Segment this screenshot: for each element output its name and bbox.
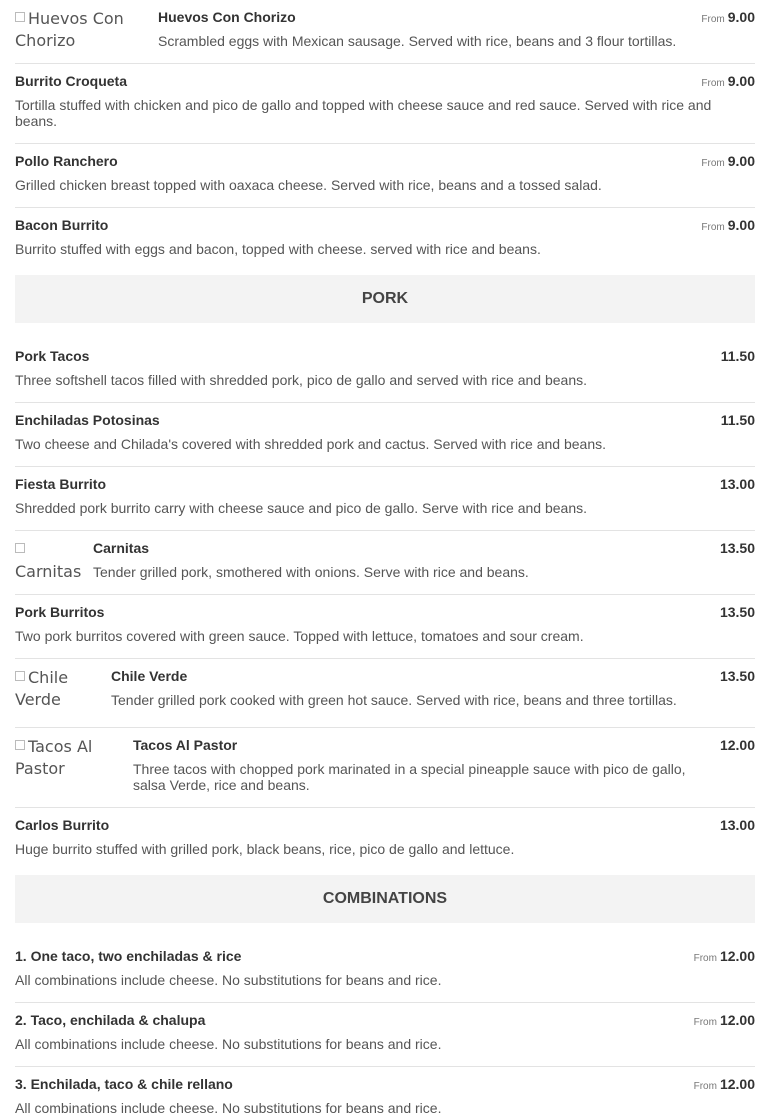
item-price: 12.00 [719,737,755,753]
menu-item[interactable] [15,339,755,403]
item-name: Burrito Croqueta [15,73,127,89]
food-image [15,539,93,583]
section-header-combinations: COMBINATIONS [15,875,755,923]
menu-item[interactable] [15,467,755,531]
item-price: 13.00 [719,817,755,833]
food-image [15,667,111,713]
image-alt-text: Tacos Al Pastor [15,737,93,778]
price-value: 12.00 [719,1012,755,1028]
item-description: All combinations include cheese. No substitutions for beans and rice. [15,972,442,988]
item-name: Enchiladas Potosinas [15,412,160,428]
image-alt-text: Chile Verde [15,668,69,709]
menu-item[interactable] [15,808,755,875]
from-label: From [701,222,725,233]
from-label: From [693,953,717,964]
item-description: Two pork burritos covered with green sauce. Topped with lettuce, tomatoes and sour cream. [15,628,584,644]
menu-item[interactable] [15,208,755,275]
section-header-pork: PORK [15,275,755,323]
item-name: Huevos Con Chorizo [158,9,296,25]
item-price: 11.50 [720,412,755,428]
item-price [701,8,755,29]
item-description: Huge burrito stuffed with grilled pork, black beans, rice, pico de gallo and lettuce. [15,841,515,857]
item-price: 13.50 [719,668,755,684]
price-value: 12.00 [719,948,755,964]
item-description: Grilled chicken breast topped with oaxaca cheese. Served with rice, beans and a tossed salad. [15,177,602,193]
item-description: Three tacos with chopped pork marinated in a special pineapple sauce with pico de gallo, salsa Verde, rice and beans. [133,761,686,793]
item-price: 11.50 [720,348,755,364]
menu-item[interactable] [15,403,755,467]
from-label: From [701,78,725,89]
item-price [701,72,755,93]
item-price [694,1011,755,1032]
item-name: 3. Enchilada, taco & chile rellano [15,1076,233,1092]
menu-item[interactable] [15,531,755,595]
broken-image-icon [15,543,25,553]
item-price [694,1075,755,1096]
menu-item[interactable] [15,659,755,728]
price-value: 9.00 [727,9,755,25]
food-image [15,736,133,782]
menu-item[interactable] [15,1003,755,1067]
menu-item[interactable] [15,1067,755,1119]
image-alt-text: Carnitas [15,562,82,581]
item-price: 13.50 [719,540,755,556]
item-name: Bacon Burrito [15,217,109,233]
from-label: From [693,1017,717,1028]
item-name: Carlos Burrito [15,817,110,833]
item-description: Tortilla stuffed with chicken and pico de gallo and topped with cheese sauce and red sauce. Served with rice and beans. [15,97,712,129]
item-name: Tacos Al Pastor [133,737,238,753]
image-alt-text: Huevos Con Chorizo [15,9,124,50]
broken-image-icon [15,671,25,681]
item-name: Carnitas [93,540,150,556]
item-name: Chile Verde [111,668,188,684]
item-name: Fiesta Burrito [15,476,107,492]
item-price: 13.00 [719,476,755,492]
from-label: From [701,14,725,25]
price-value: 12.00 [719,1076,755,1092]
item-price [701,152,755,173]
item-name: Pork Tacos [15,348,90,364]
menu-item[interactable] [15,144,755,208]
item-price: 13.50 [719,604,755,620]
price-value: 9.00 [727,153,755,169]
menu-item[interactable] [15,0,755,64]
item-price [701,216,755,237]
menu-item[interactable] [15,64,755,144]
price-value: 9.00 [727,73,755,89]
item-name: 2. Taco, enchilada & chalupa [15,1012,206,1028]
item-description: Scrambled eggs with Mexican sausage. Served with rice, beans and 3 flour tortillas. [158,33,677,49]
item-description: Shredded pork burrito carry with cheese sauce and pico de gallo. Serve with rice and beans. [15,500,587,516]
menu-item[interactable] [15,595,755,659]
item-description: All combinations include cheese. No substitutions for beans and rice. [15,1100,442,1116]
food-image [15,8,158,54]
item-description: All combinations include cheese. No substitutions for beans and rice. [15,1036,442,1052]
menu-item[interactable] [15,939,755,1003]
from-label: From [693,1081,717,1092]
item-description: Tender grilled pork cooked with green hot sauce. Served with rice, beans and three tortillas. [111,692,677,708]
item-description: Burrito stuffed with eggs and bacon, topped with cheese. served with rice and beans. [15,241,541,257]
broken-image-icon [15,12,25,22]
from-label: From [701,158,725,169]
item-description: Three softshell tacos filled with shredded pork, pico de gallo and served with rice and beans. [15,372,587,388]
item-price [694,947,755,968]
item-description: Two cheese and Chilada's covered with shredded pork and cactus. Served with rice and beans. [15,436,607,452]
item-description: Tender grilled pork, smothered with onions. Serve with rice and beans. [93,564,529,580]
item-name: Pollo Ranchero [15,153,118,169]
broken-image-icon [15,740,25,750]
item-name: Pork Burritos [15,604,105,620]
price-value: 9.00 [727,217,755,233]
item-name: 1. One taco, two enchiladas & rice [15,948,242,964]
menu-item[interactable] [15,728,755,808]
